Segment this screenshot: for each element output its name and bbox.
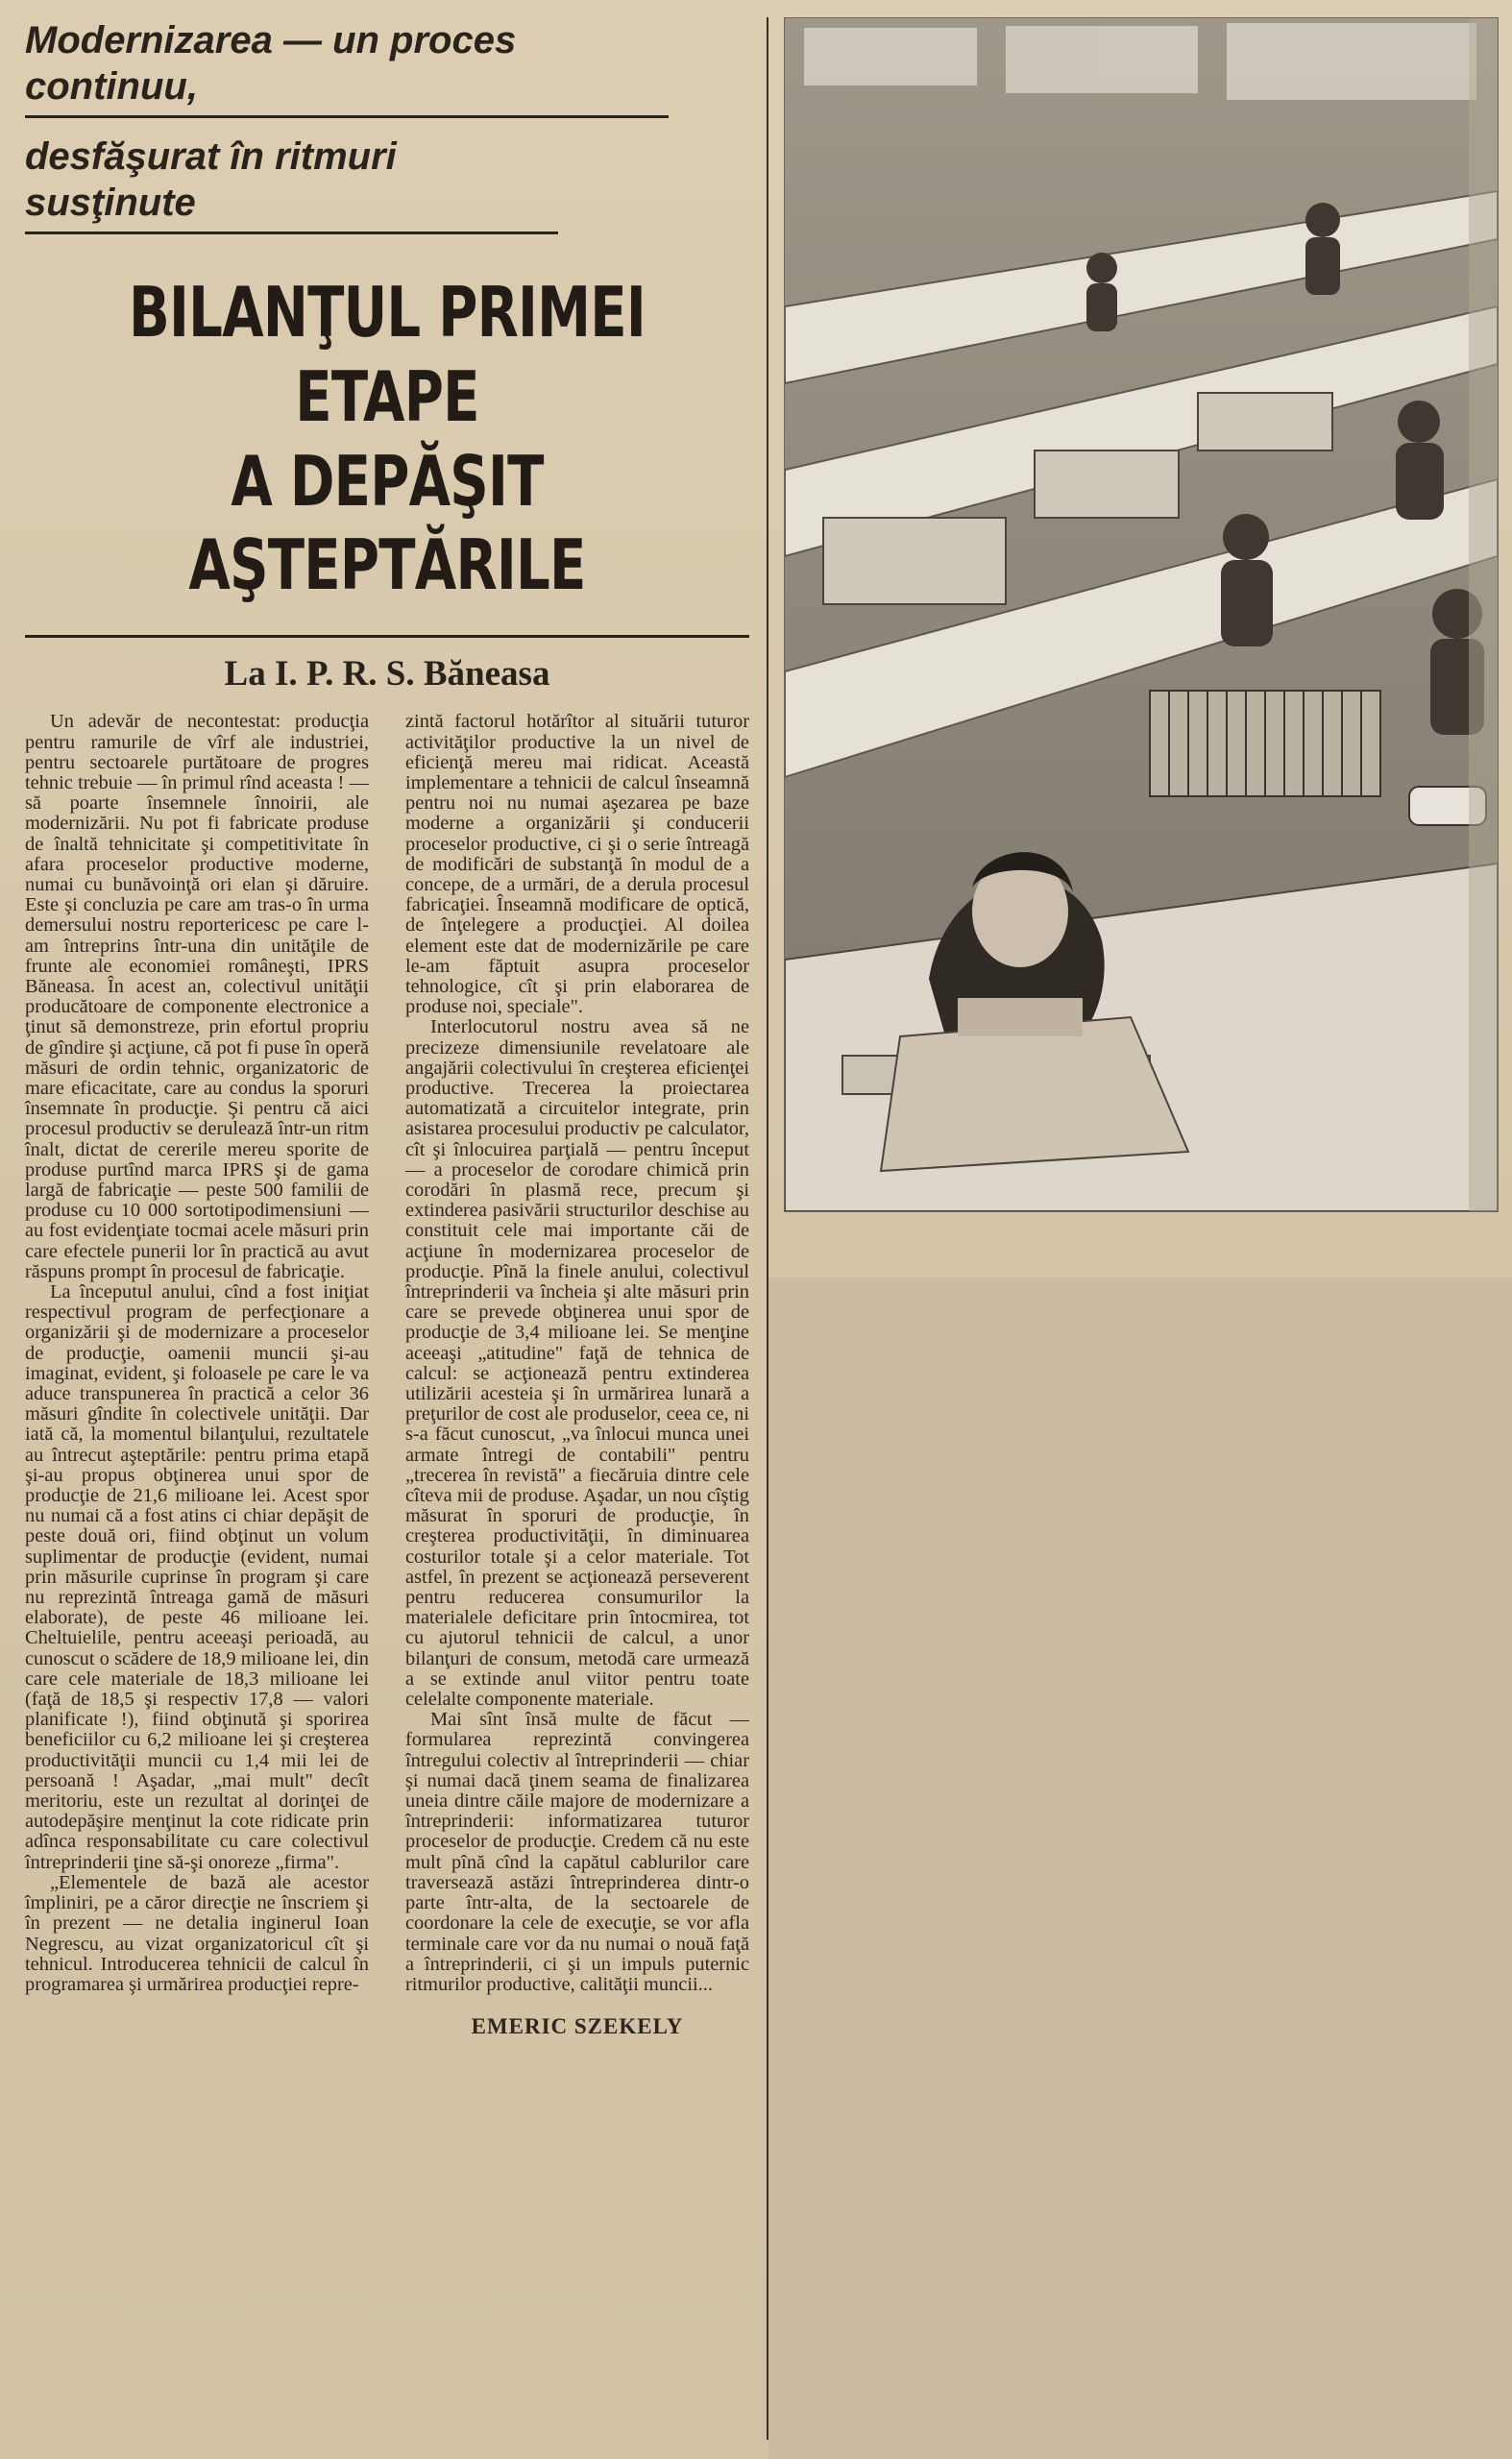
paragraph: La începutul anului, cînd a fost iniţiat respectivul program de perfecţionare a organizării şi de modernizare a proceselor de producţie, oamenii muncii şi-au imaginat, evident, şi foloasele pe care le va aduce transpunerea în practică a celor 36 măsuri gîndite în colectivele unităţii. Dar iată că, la momentul bilanţului, rezultatele au întrecut aşteptările: pentru prima etapă şi-au propus obţinerea unui spor de producţie de 21,6 milioane lei. Acest spor nu numai că a fost atins ci chiar depăşit de peste două ori, fiind obţinut un volum suplimentar de producţie (evident, numai prin măsurile cuprinse în program şi care nu reprezintă întreaga gamă de măsuri elaborate), de peste 46 milioane lei. Cheltuielile, pentru aceeaşi perioadă, au cunoscut o scădere de 18,9 milioane lei, din care cele materiale de 18,3 milioane lei (faţă de 18,5 şi respectiv 17,8 — valori planificate !), fiind obţinută şi sporirea beneficiilor cu 6,2 milioane lei şi creşterea productivităţii muncii cu 1,4 mii lei de persoană ! Aşadar, „mai mult" decît meritoriu, este un rezultat al dorinţei de autodepăşire menţinut la cote ridicate prin adînca responsabilitate cu care colectivul întreprinderii ţine să-şi onoreze „firma". bbox=[25, 1281, 369, 1873]
kicker-line-1: Modernizarea — un proces continuu, bbox=[25, 17, 669, 118]
headline bbox=[99, 271, 676, 608]
paragraph: zintă factorul hotărîtor al situării tuturor activităţilor productive la un nivel de eficienţă mereu mai ridicat. Această implementare a tehnicii de calcul înseamnă pentru noi nu numai aşezarea pe baze moderne a organizării şi conducerii proceselor productive, ci şi o serie întreagă de modificări de substanţă în modul de a concepe, de a urmări, de a derula procesul fabricaţiei. Înseamnă modificare de optică, de înţelegere a producţiei. Al doilea element este dat de modernizările pe care le-am făptuit asupra proceselor tehnologice, cît şi prin elaborarea de produse noi, speciale". bbox=[405, 711, 749, 1018]
headline-line-2: A DEPĂŞIT AŞTEPTĂRILE bbox=[188, 440, 586, 606]
paragraph: „Elementele de bază ale acestor împliniri, pe a căror direcţie ne înscriem şi în prezent — ne detalia inginerul Ioan Negrescu, au vizat organizatoricul cît şi tehnicul. Introducerea tehnicii de calcul în programarea şi urmărirea producţiei repre- bbox=[25, 1871, 369, 1995]
article bbox=[17, 17, 757, 2442]
headline-rule bbox=[25, 635, 749, 638]
paragraph: Mai sînt însă multe de făcut — formularea reprezintă convingerea întregului colectiv al întreprinderii — chiar şi numai dacă ţinem seama de finalizarea uneia dintre căile majore de modernizare a întreprinderii: informatizarea tuturor proceselor de producţie. Credem că nu este mult pînă cînd la capătul cablurilor care traversează astăzi întreprinderea dintr-o parte într-alta, de la sectoarele de coordonare la cele de execuţie, se vor afla terminale care vor da nu numai o nouă faţă a întreprinderii, ci şi un impuls puternic ritmurilor productive, calităţii muncii... bbox=[405, 1709, 749, 1995]
photo-illustration bbox=[785, 18, 1498, 1211]
paragraph: Un adevăr de necontestat: producţia pentru ramurile de vîrf ale industriei, pentru sectoarele purtătoare de progres tehnic trebuie — în primul rînd aceasta ! — să poarte însemnele înnoirii, ale modernizării. Nu pot fi fabricate produse de înaltă tehnicitate şi competitivitate în afara proceselor productive moderne, numai cu bunăvoinţă ori elan şi dăruire. Este şi concluzia pe care am tras-o în urma demersului nostru reportericesc pe care l-am întreprins într-una din unităţile de frunte ale economiei româneşti, IPRS Băneasa. În acest an, colectivul unităţii producătoare de componente electronice a ţinut să demonstreze, prin efortul propriu de gîndire şi acţiune, că pot fi puse în operă măsuri de ordin tehnic, organizatoric de mare eficacitate, care au condus la sporuri însemnate în producţie. Şi pentru că aici procesul productiv se derulează într-un ritm înalt, dictat de cererile mereu sporite de produse purtînd marca IPRS şi de gama largă de fabricaţie — peste 500 familii de produse cu 10 000 sortotipodimensiuni — au fost evidenţiate tocmai acele măsuri prin care efectele punerii lor în practică au avut răspuns prompt în procesul de fabricaţie. bbox=[25, 711, 369, 1282]
column-1 bbox=[25, 712, 369, 2036]
column-2 bbox=[405, 711, 749, 2039]
kicker-line-2: desfăşurat în ritmuri susţinute bbox=[25, 134, 558, 234]
byline: EMERIC SZEKELY bbox=[471, 2014, 684, 2039]
empty-area bbox=[768, 1278, 1512, 2459]
headline-line-1: BILANŢUL PRIMEI ETAPE bbox=[129, 272, 646, 437]
article-columns bbox=[17, 711, 757, 2039]
factory-photo bbox=[784, 17, 1499, 1212]
paragraph: Interlocutorul nostru avea să ne precizeze dimensiunile revelatoare ale angajării colectivului în creşterea eficienţei productive. Trecerea la proiectarea automatizată a circuitelor integrate, prin asistarea procesului productiv pe calculator, cît şi înlocuirea parţială — pentru început — a proceselor de corodare chimică prin corodări în plasmă rece, precum şi extinderea pasivării structurilor deschise au constituit cele mai importante căi de acţiune în modernizarea proceselor de producţie. Pînă la finele anului, colectivul întreprinderii va încheia şi alte măsuri prin care se prevede obţinerea unui spor de producţie de 3,4 milioane lei. Se menţine aceeaşi „atitudine" faţă de tehnica de calcul: se acţionează pentru extinderea utilizării acesteia şi în urmărirea lunară a preţurilor de cost ale produselor, ceea ce, ni s-a făcut cunoscut, „va înlocui munca unei armate întregi de contabili" pentru „trecerea în revistă" a fiecăruia dintre cele cîteva mii de produse. Aşadar, un nou cîştig măsurat în sporuri de producţie, în creşterea productivităţii, în diminuarea costurilor totale şi a celor materiale. Tot astfel, în prezent se acţionează perseverent pentru reducerea consumurilor la materialele deficitare prin întocmirea, tot cu ajutorul tehnicii de calcul, a unor bilanţuri de consum, metodă care urmează a se extinde anul viitor pentru toate celelalte componente materiale. bbox=[405, 1016, 749, 1711]
kicker bbox=[25, 17, 757, 234]
subhead: La I. P. R. S. Băneasa bbox=[224, 654, 550, 694]
